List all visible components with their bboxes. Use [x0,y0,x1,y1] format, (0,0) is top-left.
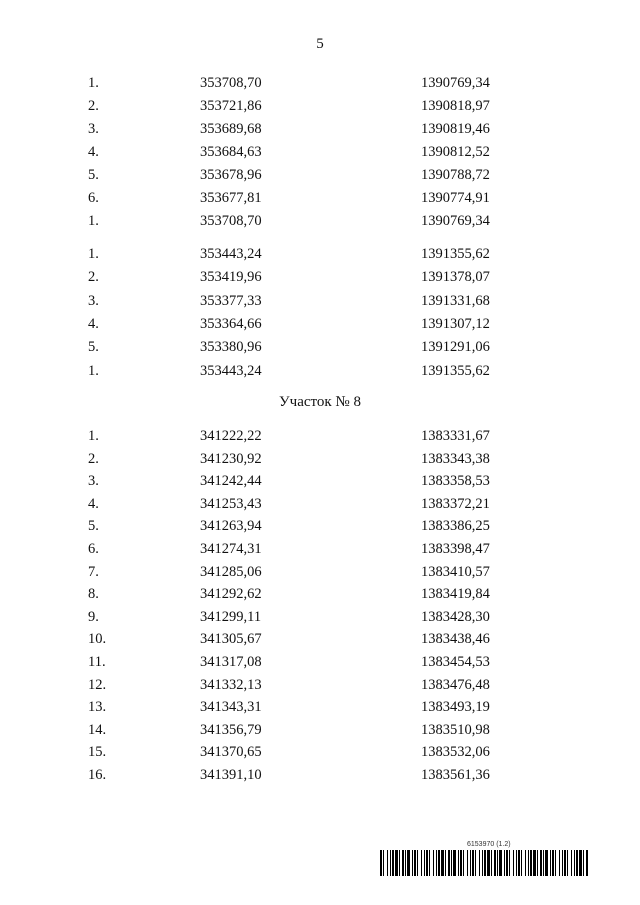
y-coordinate: 1383386,25 [421,518,490,535]
point-number: 1. [88,428,99,444]
point-number: 2. [88,450,99,467]
table-row [0,190,640,210]
point-number: 6. [88,541,99,557]
table-row [0,167,640,187]
table-row [0,744,640,764]
point-number: 4. [88,495,99,512]
barcode-image [380,850,590,876]
table-row [0,293,640,313]
point-number: 3. [88,292,99,309]
table-row [0,213,640,233]
y-coordinate: 1383493,19 [421,699,490,716]
y-coordinate: 1383438,46 [421,631,490,648]
table-row [0,654,640,674]
x-coordinate: 353708,70 [200,213,262,229]
page-number: 5 [316,36,324,52]
table-row [0,363,640,383]
y-coordinate: 1383476,48 [421,676,490,693]
table-row [0,541,640,561]
x-coordinate: 353443,24 [200,362,262,379]
point-number: 1. [88,75,99,91]
x-coordinate: 341274,31 [200,541,262,557]
x-coordinate: 341299,11 [200,608,262,625]
point-number: 5. [88,167,99,183]
x-coordinate: 353443,24 [200,246,262,262]
point-number: 1. [88,213,99,229]
table-row [0,699,640,719]
y-coordinate: 1391291,06 [421,339,490,356]
table-row [0,722,640,742]
y-coordinate: 1390819,46 [421,121,490,137]
y-coordinate: 1383428,30 [421,608,490,625]
point-number: 2. [88,98,99,114]
table-row [0,144,640,164]
x-coordinate: 353708,70 [200,75,262,91]
point-number: 3. [88,121,99,137]
table-row [0,586,640,606]
point-number: 2. [88,269,99,286]
section-title: Участок № 8 [279,394,361,410]
point-number: 10. [88,631,107,648]
x-coordinate: 341391,10 [200,767,262,783]
x-coordinate: 353689,68 [200,121,262,137]
point-number: 7. [88,563,99,580]
point-number: 5. [88,518,99,535]
y-coordinate: 1391378,07 [421,269,490,286]
x-coordinate: 341370,65 [200,744,262,761]
point-number: 4. [88,315,99,332]
x-coordinate: 341305,67 [200,631,262,648]
table-row [0,121,640,141]
y-coordinate: 1383358,53 [421,473,490,490]
point-number: 14. [88,721,107,738]
point-number: 5. [88,339,99,356]
table-row [0,473,640,493]
y-coordinate: 1383331,67 [421,428,490,444]
x-coordinate: 341242,44 [200,473,262,490]
y-coordinate: 1390812,52 [421,144,490,160]
y-coordinate: 1383343,38 [421,450,490,467]
table-row [0,564,640,584]
table-row [0,269,640,289]
x-coordinate: 353364,66 [200,315,262,332]
point-number: 6. [88,190,99,206]
point-number: 16. [88,767,107,783]
point-number: 8. [88,586,99,603]
x-coordinate: 341285,06 [200,563,262,580]
y-coordinate: 1383510,98 [421,721,490,738]
x-coordinate: 341332,13 [200,676,262,693]
y-coordinate: 1383410,57 [421,563,490,580]
x-coordinate: 353678,96 [200,167,262,183]
y-coordinate: 1390788,72 [421,167,490,183]
point-number: 15. [88,744,107,761]
y-coordinate: 1383532,06 [421,744,490,761]
y-coordinate: 1390818,97 [421,98,490,114]
table-row [0,98,640,118]
table-row [0,75,640,95]
y-coordinate: 1391307,12 [421,315,490,332]
table-row [0,246,640,266]
point-number: 13. [88,699,107,716]
y-coordinate: 1383398,47 [421,541,490,557]
table-row [0,767,640,787]
y-coordinate: 1383372,21 [421,495,490,512]
x-coordinate: 341317,08 [200,654,262,670]
x-coordinate: 341222,22 [200,428,262,444]
y-coordinate: 1391331,68 [421,292,490,309]
table-row [0,316,640,336]
x-coordinate: 353677,81 [200,190,262,206]
y-coordinate: 1383561,36 [421,767,490,783]
x-coordinate: 353380,96 [200,339,262,356]
table-row [0,677,640,697]
x-coordinate: 353684,63 [200,144,262,160]
x-coordinate: 341343,31 [200,699,262,716]
point-number: 9. [88,608,99,625]
table-row [0,428,640,448]
x-coordinate: 341292,62 [200,586,262,603]
y-coordinate: 1390769,34 [421,213,490,229]
y-coordinate: 1391355,62 [421,362,490,379]
point-number: 12. [88,676,107,693]
table-row [0,631,640,651]
x-coordinate: 341356,79 [200,721,262,738]
y-coordinate: 1383419,84 [421,586,490,603]
y-coordinate: 1391355,62 [421,246,490,262]
y-coordinate: 1390769,34 [421,75,490,91]
table-row [0,518,640,538]
table-row [0,451,640,471]
x-coordinate: 341230,92 [200,450,262,467]
point-number: 4. [88,144,99,160]
x-coordinate: 353377,33 [200,292,262,309]
table-row [0,496,640,516]
x-coordinate: 353419,96 [200,269,262,286]
barcode-caption: 6153970 (1.2) [467,841,511,848]
x-coordinate: 341263,94 [200,518,262,535]
point-number: 11. [88,654,106,670]
x-coordinate: 341253,43 [200,495,262,512]
point-number: 1. [88,362,99,379]
table-row [0,339,640,359]
table-row [0,609,640,629]
y-coordinate: 1390774,91 [421,190,490,206]
x-coordinate: 353721,86 [200,98,262,114]
point-number: 3. [88,473,99,490]
y-coordinate: 1383454,53 [421,654,490,670]
point-number: 1. [88,246,99,262]
